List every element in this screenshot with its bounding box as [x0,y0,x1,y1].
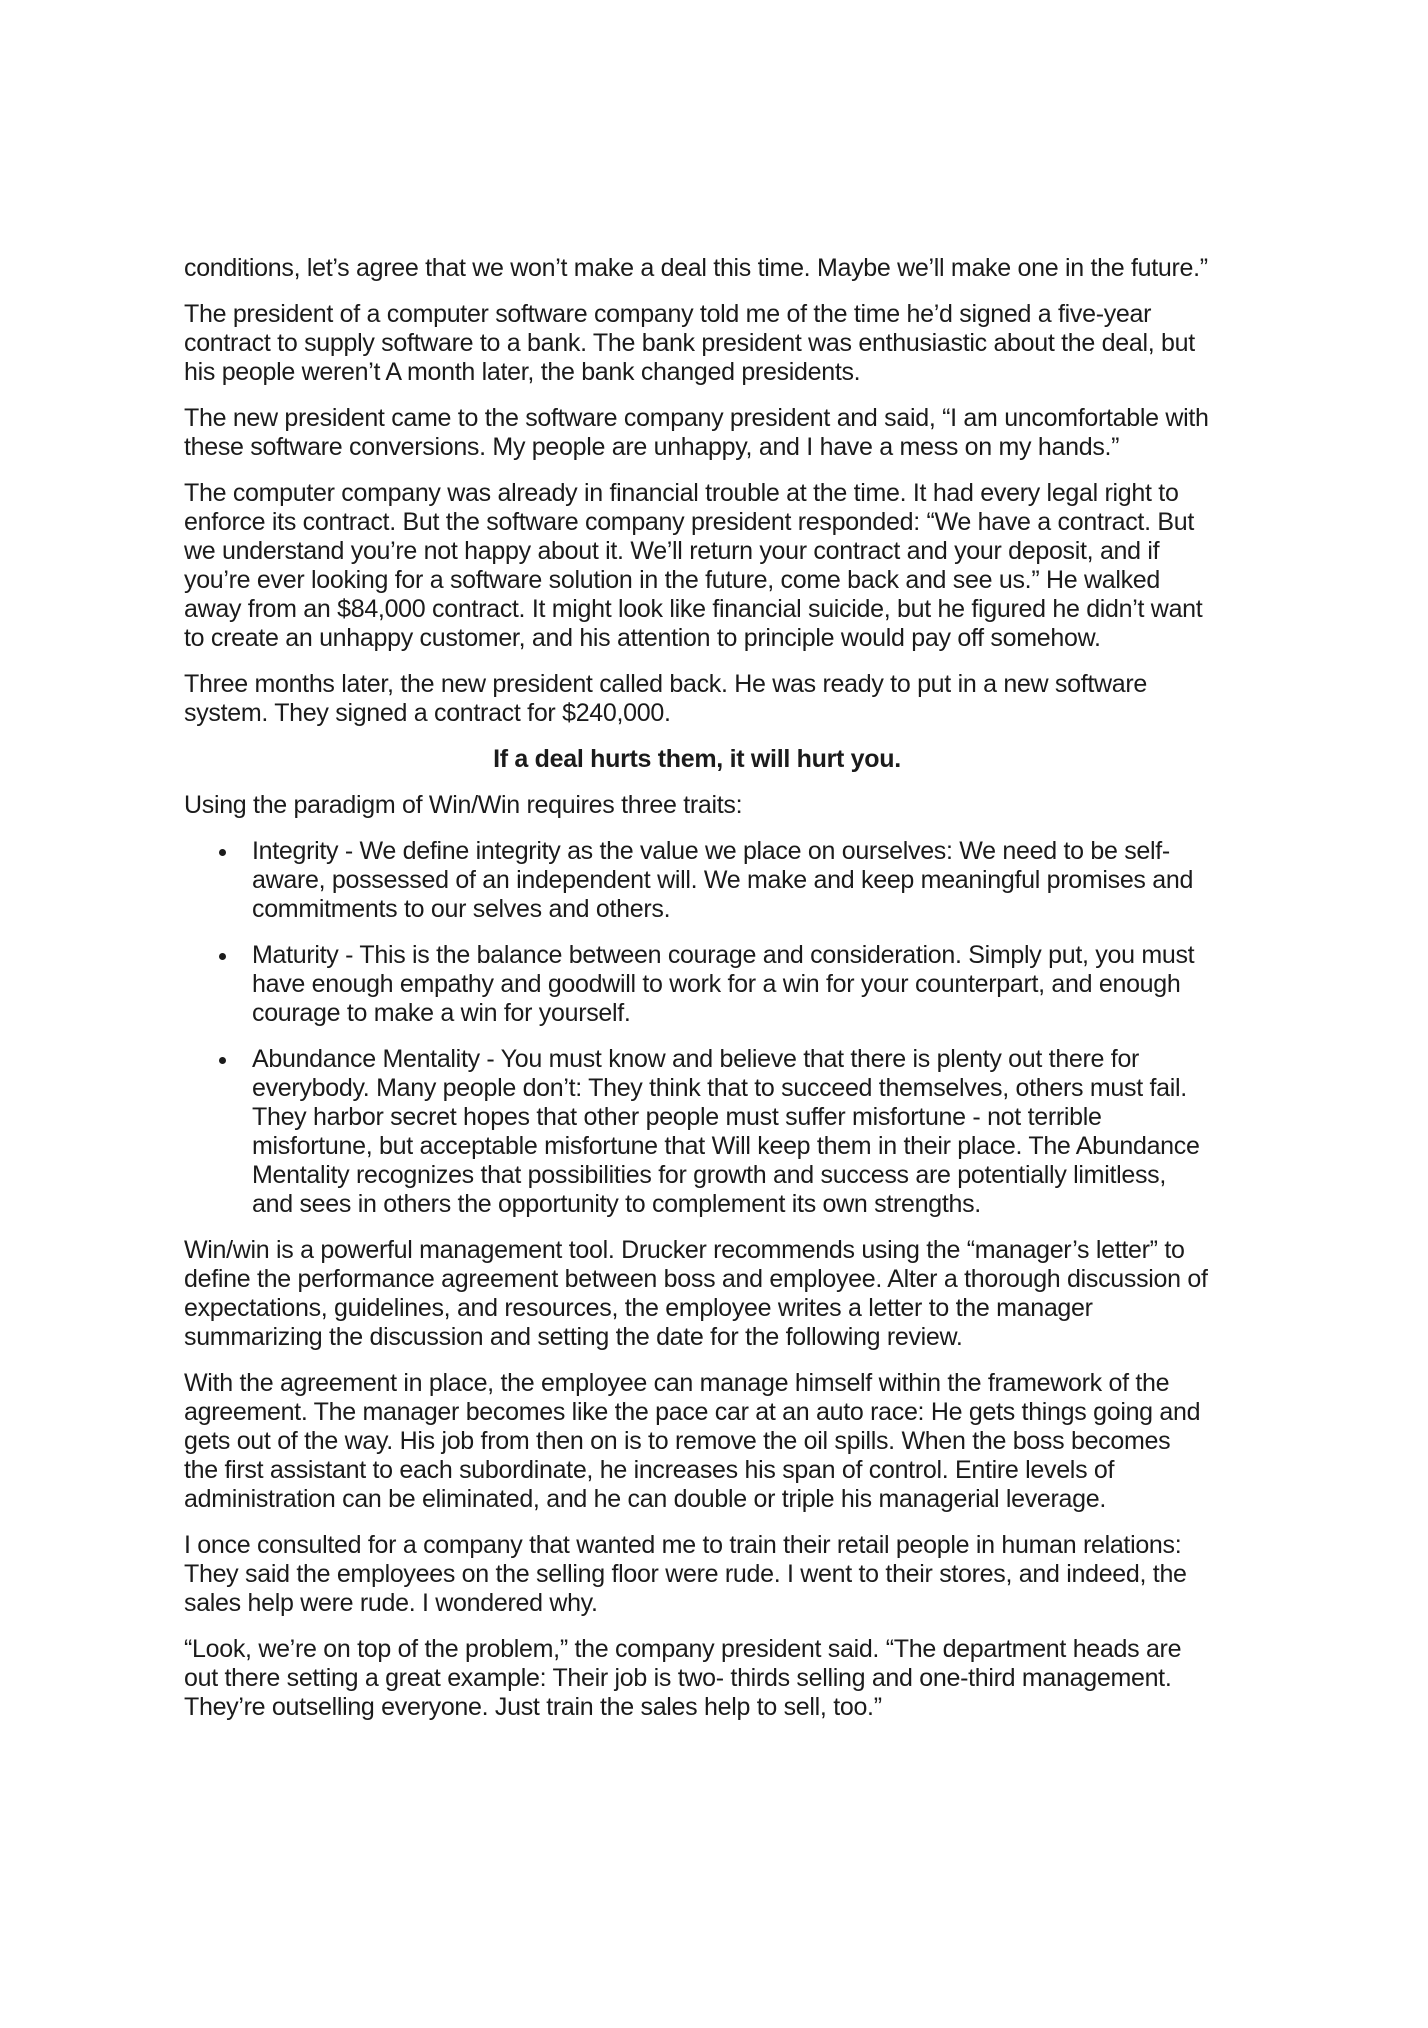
paragraph-managers-letter: Win/win is a powerful management tool. Drucker recommends using the “manager’s letter” to define the performance agreement between boss and employee. Alter a thorough discussion of expectations, guidelines, and resources, the employee writes a letter to the manager summarizing the discussion and setting the date for the following review. [184,1236,1208,1351]
paragraph-software-company: The president of a computer software company told me of the time he’d signed a five-year contract to supply software to a bank. The bank president was enthusiastic about the deal, but his people weren’t A month later, the bank changed presidents. [184,300,1195,386]
traits-list [184,837,1210,1219]
list-item-integrity: • Integrity - We define integrity as the value we place on ourselves: We need to be self-aware, possessed of an independent will. We make and keep meaningful promises and commitments to our selves and others. [240,837,1210,924]
paragraph-pace-car: With the agreement in place, the employee can manage himself within the framework of the agreement. The manager becomes like the pace car at an auto race: He gets things going and gets out of the way. His job from then on is to remove the oil spills. When the boss becomes the first assistant to each subordinate, he increases his span of control. Entire levels of administration can be eliminated, and he can double or triple his managerial leverage. [184,1369,1201,1513]
list-item-maturity: • Maturity - This is the balance between courage and consideration. Simply put, you must have enough empathy and goodwill to work for a win for your counterpart, and enough courage to make a win for yourself. [240,941,1210,1028]
paragraph-company-president-quote: “Look, we’re on top of the problem,” the company president said. “The department heads are out there setting a great example: Their job is two- thirds selling and one-third management. They’re outselling everyone. Just train the sales help to sell, too.” [184,1635,1182,1721]
section-heading: If a deal hurts them, it will hurt you. [493,745,901,773]
paragraph-continuation: conditions, let’s agree that we won’t make a deal this time. Maybe we’ll make one in the future.” [184,254,1208,282]
list-item-abundance-mentality: • Abundance Mentality - You must know and believe that there is plenty out there for everybody. Many people don’t: They think that to succeed themselves, others must fail. They harbor secret hopes that other people must suffer misfortune - not terrible misfortune, but acceptable misfortune that Will keep them in their place. The Abundance Mentality recognizes that possibilities for growth and success are potentially limitless, and sees in others the opportunity to complement its own strengths. [240,1045,1210,1219]
paragraph-traits-intro: Using the paradigm of Win/Win requires three traits: [184,791,743,819]
paragraph-contract-returned: The computer company was already in financial trouble at the time. It had every legal right to enforce its contract. But the software company president responded: “We have a contract. But we understand you’re not happy about it. We’ll return your contract and your deposit, and if you’re ever looking for a software solution in the future, come back and see us.” He walked away from an $84,000 contract. It might look like financial suicide, but he figured he didn’t want to create an unhappy customer, and his attention to principle would pay off somehow. [184,479,1203,652]
paragraph-new-president: The new president came to the software company president and said, “I am uncomfortable with these software conversions. My people are unhappy, and I have a mess on my hands.” [184,404,1209,461]
text-column [184,254,1210,1739]
paragraph-three-months-later: Three months later, the new president called back. He was ready to put in a new software system. They signed a contract for $240,000. [184,670,1148,727]
paragraph-retail-consulting: I once consulted for a company that wanted me to train their retail people in human relations: They said the employees on the selling floor were rude. I went to their stores, and indeed, the sales help were rude. I wondered why. [184,1531,1187,1617]
